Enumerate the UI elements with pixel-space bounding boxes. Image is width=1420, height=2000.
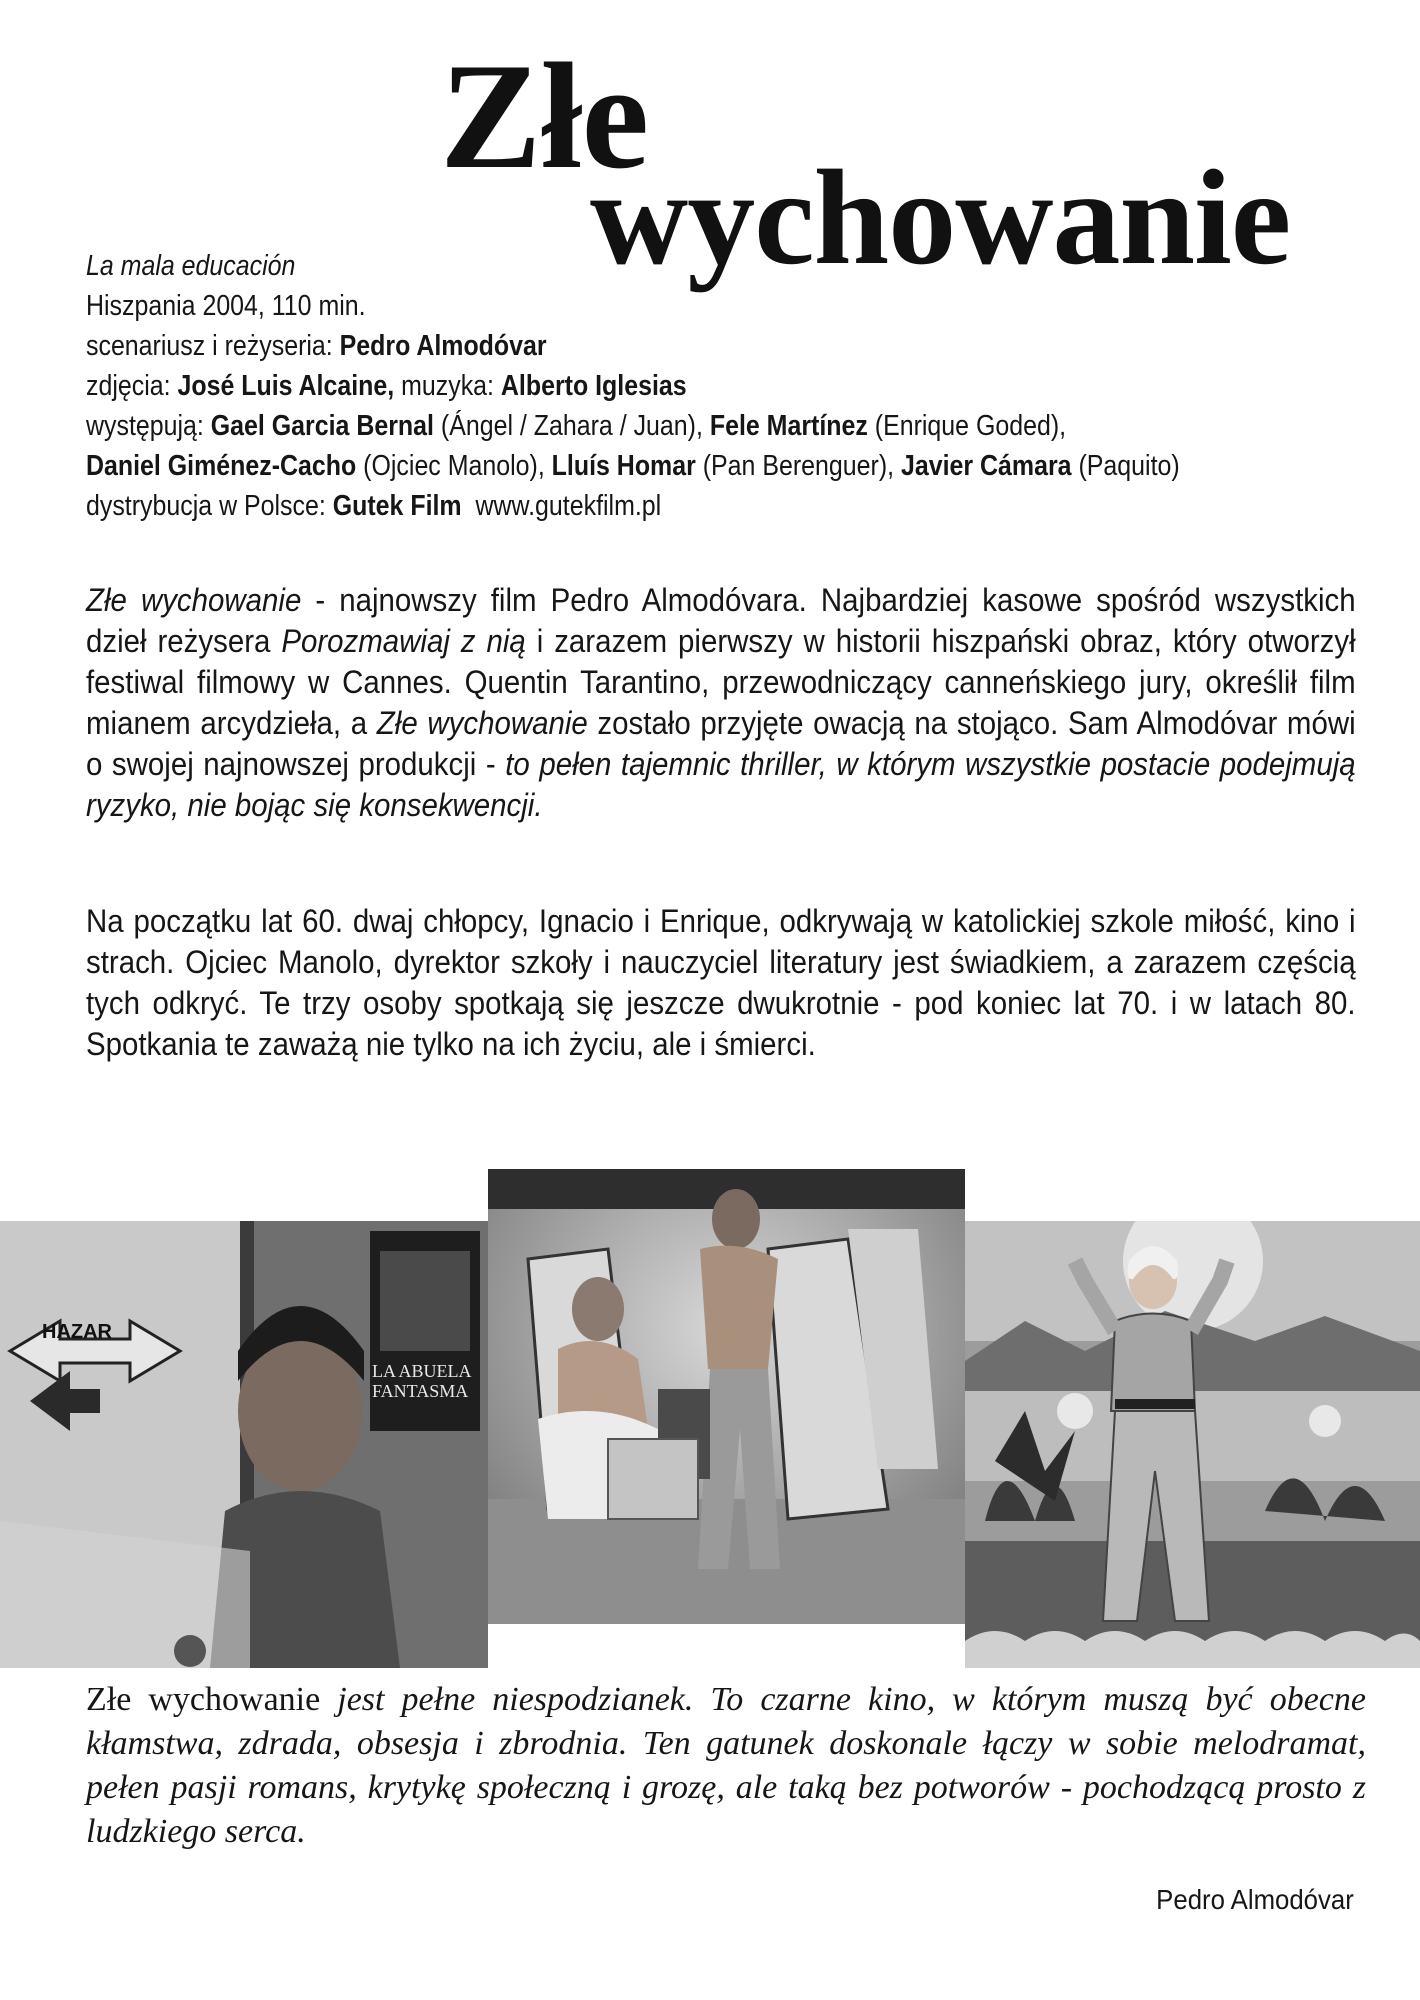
doorway-still-image: [0, 1221, 488, 1668]
quote-body: jest pełne niespodzianek. To czarne kino, w którym muszą być obecne kłamstwa, zdrada, obsesja i zbrodnia. Ten gatunek doskonale łączy w sobie melodramat, pełen pasji romans, krytykę społeczną i grozę, ale taką bez potworów - pochodzącą prosto z ludzkiego serca.: [86, 1681, 1366, 1850]
distributor-name: Gutek Film: [332, 490, 462, 522]
cast-line-2: [86, 446, 1187, 486]
title-line-1: Złe: [440, 32, 649, 200]
original-title: La mala educación: [86, 250, 296, 282]
paragraph-text: - najnowszy film Pedro Almodóvara. Najbardziej kasowe spośród wszystkich dzieł reżysera: [86, 582, 1356, 659]
credits-block: [86, 246, 1187, 526]
cast-name: Fele Martínez: [709, 410, 868, 442]
writer-director-line: [86, 326, 1187, 366]
deck-chairs-still-image: [488, 1169, 965, 1624]
writer-director-label: scenariusz i reżyseria:: [86, 330, 340, 362]
crew-line: [86, 366, 1187, 406]
cast-role: (Ángel / Zahara / Juan),: [433, 410, 710, 442]
paragraph-text: zostało przyjęte owacją na stojąco. Sam Almodóvar mówi o swojej najnowszej produkcji -: [86, 705, 1356, 782]
distribution-line: [86, 486, 1187, 526]
cast-name: Gael Garcia Bernal: [210, 410, 434, 442]
synopsis-paragraph-2: Na początku lat 60. dwaj chłopcy, Ignacio i Enrique, odkrywają w katolickiej szkole miłość, kino i strach. Ojciec Manolo, dyrektor szkoły i nauczyciel literatury jest świadkiem, a zarazem częścią tych odkryć. Te trzy osoby spotkają się jeszcze dwukrotnie - pod koniec lat 70. i w latach 80. Spotkania te zaważą nie tylko na ich życiu, ale i śmierci.: [86, 903, 1356, 1062]
cast-role: (Ojciec Manolo),: [356, 450, 552, 482]
website-link[interactable]: www.gutekfilm.pl: [475, 490, 662, 522]
cinematography-label: zdjęcia:: [86, 370, 178, 402]
cast-name: Daniel Giménez-Cacho: [86, 450, 357, 482]
country-year-runtime: Hiszpania 2004, 110 min.: [86, 290, 366, 322]
cast-line-1: [86, 406, 1187, 446]
film-title-italic: Porozmawiaj z nią: [281, 623, 526, 659]
sign-text: HAZAR: [42, 1321, 112, 1343]
quote-author: Pedro Almodóvar: [1156, 1884, 1354, 1915]
director-quote: [86, 1678, 1366, 1854]
synopsis-paragraph-1: [86, 580, 1356, 826]
cast-role: (Paquito): [1071, 450, 1180, 482]
cast-role: (Pan Berenguer),: [695, 450, 901, 482]
cinematography-name: José Luis Alcaine,: [177, 370, 395, 402]
cast-label: występują:: [86, 410, 211, 442]
cast-name: Javier Cámara: [900, 450, 1072, 482]
paragraph-text: i zarazem pierwszy w historii hiszpański obraz, który otworzył festiwal filmowy w Cannes. Quentin Tarantino, przewodniczący canneńskiego jury, określił film mianem arcydzieła, a: [86, 623, 1356, 741]
film-still-stage-performer: [965, 1221, 1420, 1668]
director-quote-italic: to pełen tajemnic thriller, w którym wszystkie postacie podejmują ryzyko, nie bojąc się konsekwencji.: [86, 746, 1356, 823]
music-name: Alberto Iglesias: [500, 370, 687, 402]
stage-performer-still-image: [965, 1221, 1420, 1668]
cast-role: (Enrique Goded),: [867, 410, 1067, 442]
film-title-italic: Złe wychowanie: [376, 705, 588, 741]
quote-film-title: Złe wychowanie: [86, 1681, 321, 1718]
film-still-deck-chairs: [488, 1169, 965, 1624]
cast-name: Lluís Homar: [551, 450, 696, 482]
distribution-label: dystrybucja w Polsce:: [86, 490, 333, 522]
writer-director-name: Pedro Almodóvar: [339, 330, 547, 362]
poster-text: LA ABUELA FANTASMA: [372, 1361, 471, 1401]
film-still-doorway: [0, 1221, 488, 1668]
title-line-2: wychowanie: [590, 143, 1291, 293]
film-title-italic: Złe wychowanie: [86, 582, 302, 618]
music-label: muzyka:: [394, 370, 501, 402]
